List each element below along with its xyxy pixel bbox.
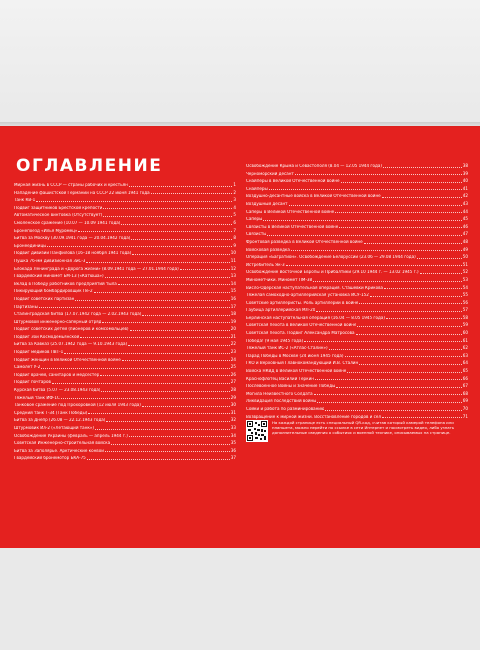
toc-entry-page: 46: [462, 223, 468, 229]
toc-entry: [246, 191, 468, 199]
toc-entry: [246, 207, 468, 215]
toc-entry: [14, 400, 236, 408]
dot-leader: [100, 375, 229, 376]
toc-entry-page: 22: [230, 341, 236, 347]
toc-entry: [14, 332, 236, 340]
toc-entry-page: 61: [462, 337, 468, 343]
toc-entry-page: 53: [462, 276, 468, 282]
toc-entry-page: 30: [230, 402, 236, 408]
toc-entry-page: 24: [230, 356, 236, 362]
toc-entry-title: Освобождение Крыма и Севастополя (8.04 — 12.05 1944 года): [246, 164, 382, 168]
toc-entry: [246, 199, 468, 207]
toc-entry-page: 10: [230, 250, 236, 256]
toc-entry-title: ГКО и Верховный Главнокомандующий И.В. Сталин: [246, 361, 359, 366]
toc-entry: [246, 412, 468, 420]
toc-entry: [14, 347, 236, 355]
dot-leader: [341, 182, 462, 183]
toc-entry: [14, 279, 236, 287]
dot-leader: [86, 262, 229, 263]
toc-entry: [246, 298, 468, 306]
toc-entry: [14, 324, 236, 332]
toc-entry-title: Средний танк Т-34 (Танк Победы): [14, 410, 88, 415]
toc-entry-title: Тяжелый танк ИФ-1С: [14, 395, 60, 400]
toc-entry-page: 27: [230, 379, 236, 385]
toc-entry-title: Саперы в Великой Отечественной войне: [246, 209, 335, 214]
dot-leader: [121, 224, 232, 225]
toc-entry-title: Подвиг медиков ПВТ-1: [14, 350, 64, 355]
toc-entry-page: 18: [230, 311, 236, 317]
toc-entry-title: Советская пехота. Подвиг Александра Матросова: [246, 331, 355, 336]
toc-entry-page: 9: [233, 242, 236, 248]
toc-entry-title: Сойки и работа по разминированию: [246, 407, 325, 411]
toc-entry-title: Битва за Кавказ (25.07.1942 года — 9.10.1943 года): [14, 342, 128, 347]
dot-leader: [103, 216, 232, 217]
toc-entry-title: Войска НКВД в Великой Отечественной войне: [246, 369, 347, 374]
dot-leader: [102, 322, 229, 323]
dot-leader: [417, 258, 462, 259]
toc-entry: [14, 286, 236, 294]
toc-entry-page: 56: [462, 299, 468, 305]
toc-entry: [14, 302, 236, 310]
dot-leader: [356, 334, 462, 335]
toc-entry: [246, 389, 468, 397]
toc-entry-page: 25: [230, 364, 236, 370]
toc-entry-title: Советские артиллеристы. Роль артиллерии в войне: [246, 300, 359, 305]
dot-leader: [304, 341, 462, 342]
toc-entry-page: 1: [233, 182, 236, 187]
dot-leader: [78, 231, 232, 232]
dot-leader: [359, 303, 461, 304]
toc-entry-title: Штурмовой инженерно-саперный отряд: [14, 319, 102, 324]
toc-entry-page: 23: [230, 349, 236, 355]
toc-entry-page: 67: [462, 383, 468, 389]
toc-entry-page: 11: [230, 257, 236, 263]
toc-entry: [246, 176, 468, 184]
dot-leader: [180, 269, 230, 270]
dot-leader: [95, 429, 230, 430]
toc-entry-page: 38: [462, 163, 468, 168]
dot-leader: [267, 235, 461, 236]
toc-entry: [14, 241, 236, 249]
toc-entry-title: Подвиг почтаров: [14, 380, 51, 385]
dot-leader: [105, 277, 230, 278]
toc-entry-title: Снайперы: [246, 186, 268, 191]
toc-entry-page: 39: [462, 170, 468, 176]
toc-entry-page: 60: [462, 330, 468, 336]
toc-entry: [14, 355, 236, 363]
dot-leader: [41, 368, 229, 369]
toc-entry-page: 64: [462, 360, 468, 366]
toc-entry-title: Вклад в Победу работников предприятий тыла: [14, 281, 117, 286]
toc-entry: [246, 260, 468, 268]
toc-entry-page: 57: [462, 307, 468, 313]
toc-entry-page: 43: [462, 200, 468, 206]
dot-leader: [289, 205, 462, 206]
dot-leader: [131, 239, 232, 240]
toc-entry-page: 12: [230, 265, 236, 271]
toc-entry: [14, 431, 236, 439]
toc-entry: [14, 203, 236, 211]
toc-entry: [246, 381, 468, 389]
toc-entry-title: Мирная жизнь в СССР — страны рабочих и крестьян: [14, 183, 128, 187]
toc-entry-title: Операция «Багратион». Освобождение Белоруссии (23.06 — 29.08 1944 года): [246, 255, 416, 260]
toc-entry-title: Подвиг врачей, санитаров и медсестер: [14, 372, 100, 377]
toc-entry-page: 4: [233, 204, 236, 210]
toc-entry: [246, 305, 468, 313]
dot-leader: [64, 353, 230, 354]
toc-entry-title: Тяжелый танк ИС-2 («Атлас-Сталин»): [246, 346, 328, 351]
dot-leader: [94, 292, 230, 293]
toc-entry-title: Войсковая разведка: [246, 247, 290, 252]
toc-entry-page: 51: [462, 261, 468, 267]
toc-entry: [14, 339, 236, 347]
toc-entry-page: 58: [462, 314, 468, 320]
toc-entry-page: 5: [233, 212, 236, 218]
dot-leader: [263, 220, 461, 221]
toc-entry-title: Гвардейский бронемотор БКА-75: [14, 456, 86, 461]
toc-entry-title: Блокада Ленинграда и «Дорога жизни» (8.09.1941 года — 27.01.1944 года): [14, 266, 179, 271]
toc-entry-title: Советская пехота в Великой Отечественной войне: [246, 323, 357, 328]
dot-leader: [106, 421, 229, 422]
toc-entry-title: Воздушно-десантные войска в Великой Отечественной войне: [246, 194, 381, 199]
dot-leader: [382, 417, 462, 418]
toc-entry: [246, 237, 468, 245]
toc-entry-title: Танковое сражение под Прохоровкой (12 июля 1943 года): [14, 403, 141, 408]
toc-entry-page: 42: [462, 193, 468, 199]
dot-leader: [61, 398, 230, 399]
toc-entry-title: Связисты: [246, 232, 267, 237]
dot-leader: [295, 174, 462, 175]
toc-entry-page: 35: [230, 440, 236, 446]
toc-entry-title: Партизаны: [14, 304, 38, 309]
dot-leader: [269, 189, 462, 190]
toc-entry-page: 31: [230, 409, 236, 415]
dot-leader: [80, 337, 230, 338]
toc-entry-page: 44: [462, 208, 468, 214]
toc-entry: [246, 351, 468, 359]
toc-entry-title: Подвиг Зои Космодемьянской: [14, 334, 80, 339]
toc-entry-title: Воздушный десант: [246, 201, 288, 206]
toc-entry-page: 48: [462, 238, 468, 244]
dot-leader: [316, 311, 461, 312]
toc-entry: [14, 453, 236, 461]
toc-entry-page: 36: [230, 447, 236, 453]
dot-leader: [129, 186, 233, 187]
dot-leader: [359, 364, 462, 365]
toc-entry: [246, 169, 468, 177]
toc-right-column: [246, 161, 468, 419]
dot-leader: [132, 254, 230, 255]
toc-entry: [246, 184, 468, 192]
toc-entry: [246, 404, 468, 412]
toc-entry-page: 32: [230, 417, 236, 423]
qr-note-text: На каждой странице есть специальный QR-код, считав который камерой телефона или планшета, можно перейти по ссылке в сети Интернет и посмотреть видео, либо узнать дополнительные сведения о событиях и военной технике, описываемых на странице.: [272, 420, 455, 435]
toc-entry: [14, 438, 236, 446]
toc-entry: [246, 328, 468, 336]
toc-entry: [246, 214, 468, 222]
dot-leader: [325, 410, 461, 411]
toc-entry: [246, 275, 468, 283]
dot-leader: [314, 394, 462, 395]
toc-entry-page: 16: [230, 295, 236, 301]
toc-entry-page: 70: [462, 406, 468, 411]
toc-entry-page: 15: [230, 288, 236, 294]
dot-leader: [130, 330, 230, 331]
toc-left-column: [14, 180, 236, 461]
dot-leader: [101, 391, 229, 392]
toc-entry-title: Танк КВ-1: [14, 198, 36, 203]
toc-entry: [14, 393, 236, 401]
toc-entry: [246, 267, 468, 275]
toc-entry-page: 14: [230, 280, 236, 286]
dot-leader: [384, 288, 462, 289]
toc-entry: [14, 256, 236, 264]
toc-entry-title: Парад Победы в Москве (24 июня 1945 года): [246, 353, 344, 358]
toc-entry: [14, 264, 236, 272]
toc-entry-page: 34: [230, 432, 236, 438]
toc-entry-title: Битва за Днепр (26.08 — 22.12.1943 года): [14, 418, 106, 423]
toc-entry-title: Битва за Заполярье. Арктические конвои: [14, 448, 104, 453]
toc-entry-title: Штурмовик Ил-2 («Летающий танк»): [14, 426, 94, 430]
toc-entry-title: Фронтовая разведка в Великой Отечественной войне: [246, 239, 363, 244]
toc-entry: [246, 161, 468, 169]
toc-entry-page: 7: [233, 227, 236, 233]
dot-leader: [39, 307, 230, 308]
toc-entry: [246, 366, 468, 374]
toc-entry: [246, 396, 468, 404]
toc-entry-page: 20: [230, 326, 236, 332]
toc-entry-title: Висло-Одерская наступательная операция. Сташевки Крикова: [246, 285, 384, 290]
toc-entry-title: Снайперы в Великой Отечественной войне: [246, 179, 340, 184]
dot-leader: [329, 349, 462, 350]
toc-entry: [246, 313, 468, 321]
toc-entry-title: Гвардейский миномет БМ-13 («Катюша»): [14, 274, 104, 279]
dot-leader: [103, 208, 232, 209]
toc-entry-title: Битва за Москву (30.09.1941 года — 20.04.1942 года): [14, 236, 131, 241]
toc-entry-page: 52: [462, 269, 468, 275]
toc-entry-page: 59: [462, 322, 468, 328]
dot-leader: [129, 436, 230, 437]
toc-entry: [14, 271, 236, 279]
toc-entry-page: 2: [233, 189, 236, 195]
dot-leader: [75, 300, 229, 301]
toc-entry-title: Пушка 76-мм дивизионная ЗиС-3: [14, 258, 86, 263]
toc-entry-title: Возвращение к мирной жизни. Восстановление городов и сёл: [246, 414, 382, 419]
toc-entry-title: Могила Неизвестного Солдата: [246, 391, 313, 396]
toc-entry: [14, 370, 236, 378]
toc-entry-title: Бронеединицы: [14, 243, 47, 248]
toc-entry-page: 28: [230, 387, 236, 393]
paper-background-bottom: [0, 548, 480, 650]
toc-entry-title: Берлинская наступательная операция (16.04 — 8.05 1945 года): [246, 315, 385, 320]
dot-leader: [118, 284, 230, 285]
dot-leader: [151, 193, 233, 194]
dot-leader: [313, 281, 462, 282]
toc-entry-title: Подвиг советских партизан: [14, 296, 75, 301]
toc-entry-title: Тяжелая самоходно-артиллерийская установка ИСУ-152: [246, 293, 369, 298]
toc-entry: [14, 415, 236, 423]
toc-entry-page: 8: [233, 235, 236, 241]
toc-entry: [14, 317, 236, 325]
toc-entry-page: 33: [230, 425, 236, 430]
dot-leader: [383, 167, 462, 168]
toc-entry: [14, 233, 236, 241]
toc-entry-page: 41: [462, 185, 468, 191]
toc-entry-page: 55: [462, 292, 468, 298]
toc-entry-page: 62: [462, 345, 468, 351]
toc-entry-page: 66: [462, 375, 468, 381]
toc-entry-title: Сталинградская битва (17.07.1942 года — 2.02.1943 года): [14, 312, 142, 317]
toc-entry: [14, 377, 236, 385]
toc-entry-page: 17: [230, 303, 236, 309]
toc-entry-title: Истребитель Як-3: [246, 262, 285, 267]
dot-leader: [335, 212, 462, 213]
toc-entry: [246, 343, 468, 351]
toc-entry: [14, 226, 236, 234]
toc-entry-page: 68: [462, 390, 468, 396]
toc-entry-title: Краснофлотец Василий Теркин: [246, 376, 314, 381]
dot-leader: [52, 383, 230, 384]
toc-entry-title: Связисты в Великой Отечественной войне: [246, 224, 339, 229]
paper-background-top: [0, 0, 480, 126]
dot-leader: [142, 315, 229, 316]
dot-leader: [88, 413, 230, 414]
toc-entry: [14, 210, 236, 218]
toc-entry-page: 69: [462, 398, 468, 404]
dot-leader: [339, 227, 462, 228]
toc-entry: [14, 423, 236, 431]
toc-entry-title: Саперы: [246, 217, 263, 222]
toc-entry-page: 65: [462, 368, 468, 374]
toc-entry-title: Ликвидация последствий войны: [246, 399, 317, 404]
toc-entry: [246, 374, 468, 382]
dot-leader: [382, 197, 462, 198]
toc-entry-page: 71: [462, 413, 468, 419]
page-title: ОГЛАВЛЕНИЕ: [16, 156, 163, 176]
toc-entry: [14, 362, 236, 370]
toc-entry-title: Минометчики. Миномет ПМ-38: [246, 277, 313, 282]
toc-entry-page: 3: [233, 197, 236, 203]
toc-entry: [14, 446, 236, 454]
toc-entry-page: 6: [233, 219, 236, 225]
toc-entry: [14, 218, 236, 226]
dot-leader: [36, 201, 232, 202]
toc-entry-title: Гаубица артиллерийская МЛ-20: [246, 308, 316, 313]
toc-entry-page: 19: [230, 318, 236, 324]
toc-entry: [14, 195, 236, 203]
toc-entry: [14, 309, 236, 317]
dot-leader: [142, 406, 230, 407]
toc-entry: [14, 294, 236, 302]
dot-leader: [87, 459, 230, 460]
toc-entry: [246, 229, 468, 237]
dot-leader: [111, 444, 230, 445]
toc-entry-title: Бронепоезд «Илья Муромец»: [14, 228, 78, 233]
dot-leader: [105, 451, 230, 452]
toc-entry-title: Освобождение Восточной Европы и Прибалтики (29.10 1944 г. — 13.02 1945 г.): [246, 270, 419, 275]
toc-entry: [14, 180, 236, 188]
toc-entry-title: Послевоенное Войны и значение Победы: [246, 384, 336, 389]
toc-entry-page: 54: [462, 284, 468, 290]
dot-leader: [347, 372, 462, 373]
toc-entry-page: 50: [462, 254, 468, 260]
dot-leader: [364, 243, 462, 244]
dot-leader: [370, 296, 462, 297]
toc-entry-page: 45: [462, 216, 468, 222]
toc-entry-page: 21: [230, 333, 236, 339]
toc-entry: [246, 320, 468, 328]
toc-entry-page: 63: [462, 352, 468, 358]
toc-entry-title: Пикирующий бомбардировщик Пе-2: [14, 289, 93, 294]
toc-entry: [14, 188, 236, 196]
toc-entry: [246, 290, 468, 298]
dot-leader: [122, 360, 230, 361]
toc-entry-title: Советская Инженерно-строительная войска: [14, 441, 111, 446]
toc-entry-title: Смоленское сражение (10.07 — 10.09 1941 года): [14, 220, 121, 225]
toc-entry: [14, 385, 236, 393]
dot-leader: [336, 387, 461, 388]
dot-leader: [47, 246, 232, 247]
toc-entry: [246, 245, 468, 253]
dot-leader: [315, 379, 462, 380]
toc-entry: [246, 222, 468, 230]
toc-entry-title: Подвиг дивизии Панфилова (16–18 ноября 1941 года): [14, 251, 132, 256]
toc-entry-page: 29: [230, 394, 236, 400]
toc-entry-title: Победа! (9 мая 1945 года): [246, 338, 304, 343]
dot-leader: [286, 265, 462, 266]
toc-entry-page: 13: [230, 273, 236, 279]
toc-entry-title: Подвиг советских детей (пионеров и комсомольцев): [14, 327, 129, 332]
toc-entry-title: Подвиг женщин в Великой Отечественной войне: [14, 357, 121, 362]
toc-entry-page: 40: [462, 178, 468, 184]
toc-entry: [246, 358, 468, 366]
dot-leader: [128, 345, 230, 346]
dot-leader: [357, 326, 461, 327]
qr-note-block: [246, 420, 468, 450]
toc-entry-title: Автоматическое винтовка (Отсутствует): [14, 213, 103, 218]
toc-entry: [14, 248, 236, 256]
toc-entry: [246, 283, 468, 291]
toc-entry-title: Курская битва (5.07 — 23.08.1943 года): [14, 388, 101, 393]
toc-entry-page: 26: [230, 371, 236, 377]
dot-leader: [291, 250, 462, 251]
qr-code-icon: [246, 420, 268, 442]
dot-leader: [345, 356, 462, 357]
toc-entry: [246, 336, 468, 344]
dot-leader: [317, 402, 461, 403]
toc-entry-page: 47: [462, 231, 468, 237]
toc-entry-title: Нападение фашистской Германии на СССР 22 июня 1941 года: [14, 190, 150, 195]
toc-entry-title: Освобождение Украины (февраль — апрель 1944 г.): [14, 433, 128, 438]
toc-entry-title: Подвиг защитников Брестской крепости: [14, 205, 103, 210]
dot-leader: [386, 318, 462, 319]
toc-entry-title: Самолет У-2: [14, 365, 41, 370]
toc-entry-page: 49: [462, 246, 468, 252]
toc-entry: [246, 252, 468, 260]
dot-leader: [420, 273, 462, 274]
toc-entry: [14, 408, 236, 416]
toc-entry-title: Черноморский десант: [246, 171, 294, 176]
toc-entry-page: 37: [230, 455, 236, 461]
